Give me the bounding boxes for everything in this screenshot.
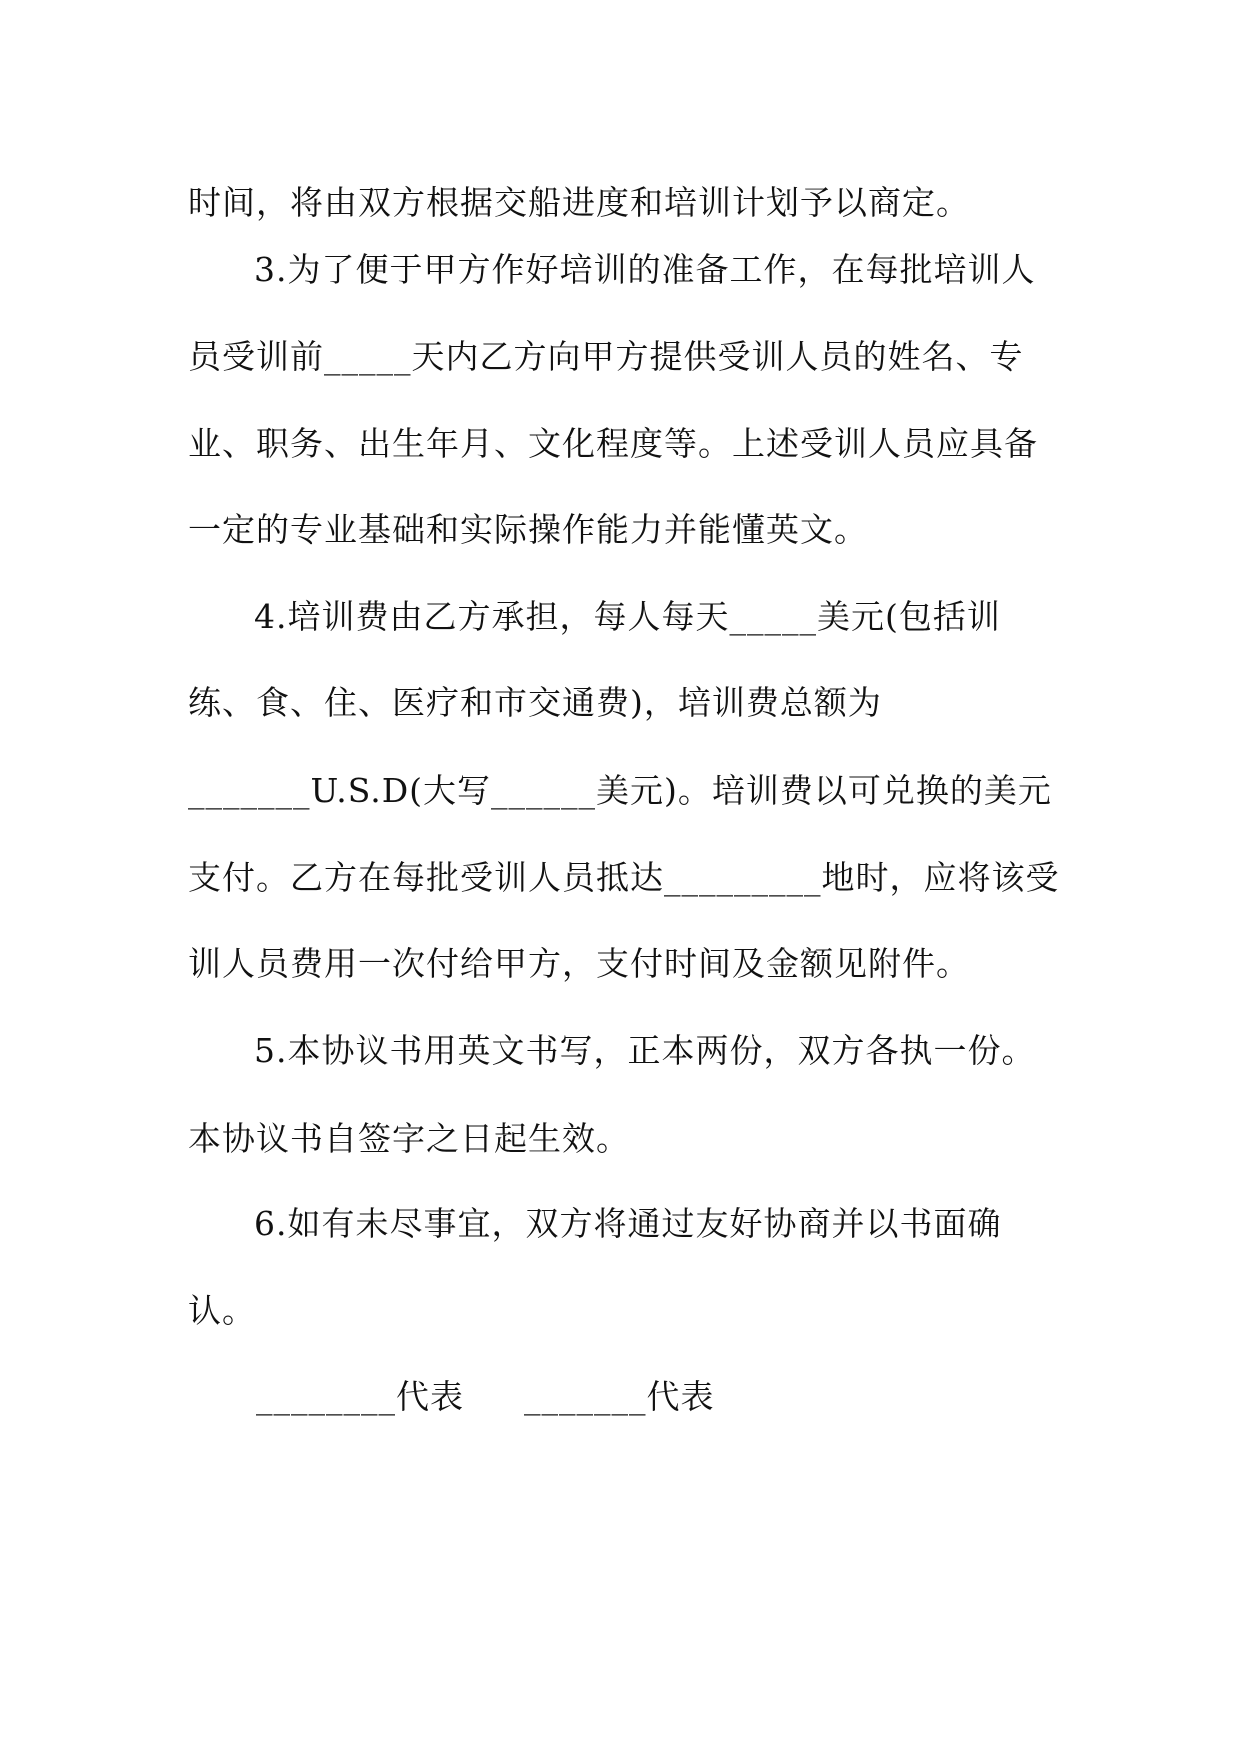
clause-6-line-1: 6.如有未尽事宜，双方将通过友好协商并以书面确 bbox=[254, 1204, 1002, 1243]
clause-3-line-2: 员受训前_____天内乙方向甲方提供受训人员的姓名、专 bbox=[188, 337, 1024, 376]
clause-4-line-5: 训人员费用一次付给甲方，支付时间及金额见附件。 bbox=[188, 944, 970, 983]
clause-4-line-1: 4.培训费由乙方承担，每人每天_____美元(包括训 bbox=[254, 597, 1001, 636]
clause-5-line-2: 本协议书自签字之日起生效。 bbox=[188, 1119, 630, 1158]
clause-3-line-3: 业、职务、出生年月、文化程度等。上述受训人员应具备 bbox=[188, 424, 1038, 463]
clause-3-line-4: 一定的专业基础和实际操作能力并能懂英文。 bbox=[188, 510, 868, 549]
signature-party-a: ________代表 bbox=[256, 1377, 464, 1416]
clause-4-line-4: 支付。乙方在每批受训人员抵达_________地时，应将该受 bbox=[188, 858, 1060, 897]
clause-5-line-1: 5.本协议书用英文书写，正本两份，双方各执一份。 bbox=[254, 1031, 1036, 1070]
clause-6-line-2: 认。 bbox=[188, 1291, 256, 1330]
signature-party-b: _______代表 bbox=[524, 1377, 715, 1416]
clause-3-line-1: 3.为了便于甲方作好培训的准备工作，在每批培训人 bbox=[254, 250, 1036, 289]
clause-4-line-3: _______U.S.D(大写______美元)。培训费以可兑换的美元 bbox=[188, 771, 1052, 810]
clause-4-line-2: 练、食、住、医疗和市交通费)，培训费总额为 bbox=[188, 683, 882, 722]
text-line-1: 时间，将由双方根据交船进度和培训计划予以商定。 bbox=[188, 183, 970, 222]
